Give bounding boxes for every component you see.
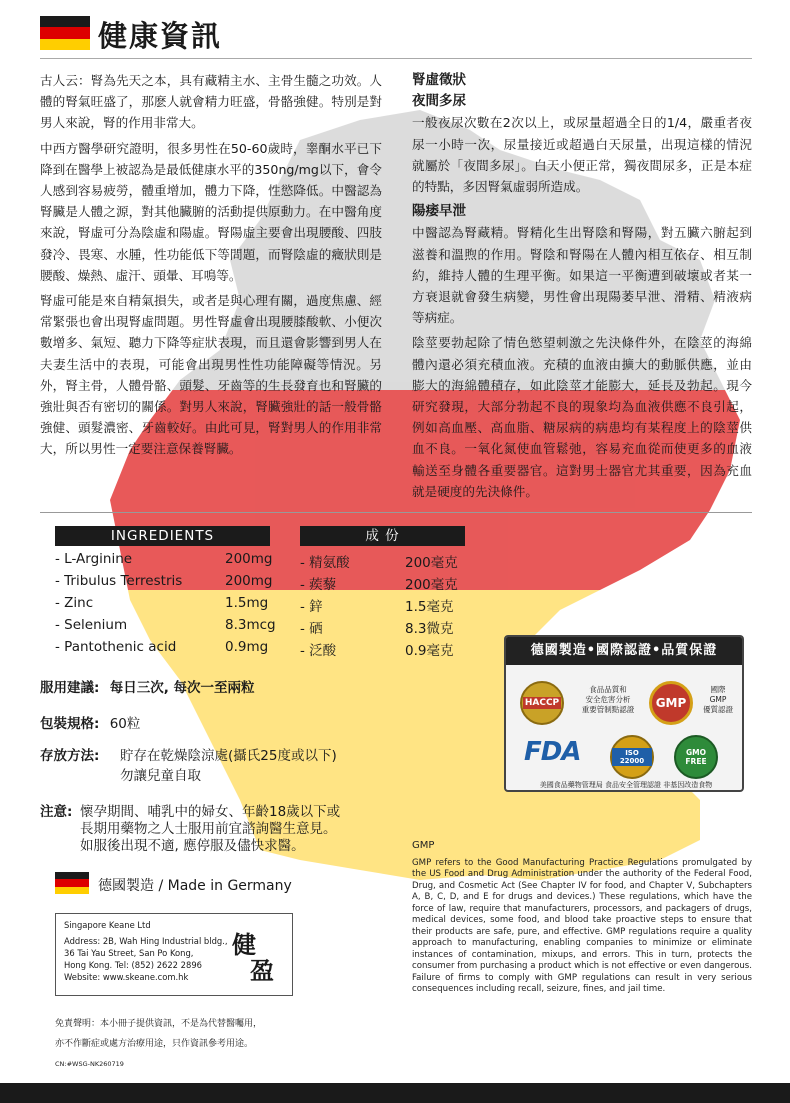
gmp-section	[412, 840, 752, 996]
footer-bar	[0, 1083, 790, 1103]
ingredient-row	[55, 551, 132, 567]
note-line-1: 懷孕期間、哺乳中的婦女、年齡18歲以下或	[80, 804, 341, 820]
gmp-text-3: 優質認證	[703, 705, 733, 714]
certification-captions: 美國食品藥物管理局 食品安全管理認證 非基因改造食物	[539, 781, 713, 789]
company-address-3: Hong Kong. Tel: (852) 2622 2896	[64, 960, 202, 970]
ingredient-name-zh: - 精氨酸	[300, 555, 350, 571]
storage-value-2: 勿讓兒童自取	[120, 768, 201, 784]
package-value: 60粒	[109, 716, 141, 732]
disclaimer-line-1: 免責聲明：本小冊子提供資訊，不是為代替醫囑用，	[55, 1019, 263, 1029]
company-address-2: 36 Tai Yau Street, San Po Kong,	[64, 948, 194, 958]
gmp-text	[696, 685, 740, 715]
ingredient-name-en: - L-Arginine	[55, 551, 133, 567]
storage-value-1: 貯存在乾燥陰涼處(攝氏25度或以下)	[120, 748, 337, 764]
ingredient-name-en: - Pantothenic acid	[55, 639, 177, 655]
german-flag-icon	[40, 16, 90, 50]
ingredient-name-zh: - 蒺藜	[300, 577, 337, 593]
gmp-heading: GMP	[412, 840, 435, 851]
ingredients-header-en: INGREDIENTS	[55, 526, 270, 546]
storage-line	[40, 744, 99, 764]
ingredient-amount-zh: 8.3微克	[405, 621, 454, 637]
ingredient-amount-zh: 200毫克	[405, 555, 458, 571]
ingredients-table	[55, 551, 475, 671]
haccp-text-1: 食品品質和	[589, 685, 627, 694]
ingredient-amount-zh: 1.5毫克	[405, 599, 454, 615]
company-name: Singapore Keane Ltd	[64, 920, 151, 930]
title-divider	[40, 58, 752, 59]
package-label: 包裝規格:	[40, 716, 100, 732]
company-website: Website: www.skeane.com.hk	[64, 972, 189, 982]
company-logo	[232, 932, 282, 988]
gmp-badge-icon	[649, 681, 693, 725]
ed-paragraph: 中醫認為腎藏精。腎精化生出腎陰和腎陽，對五臟六腑起到滋養和溫煦的作用。腎陰和腎陽在人體內相互依存、相互制約，維持人體的生理平衡。如果這一平衡遭到破壞或者某一方衰退就會發生病變，男性會出現陽萎早泄、滑精、精液病等病症。	[412, 225, 752, 326]
symptom-ed-heading: 陽痿早泄	[412, 203, 466, 220]
gmp-text: GMP refers to the Good Manufacturing Practice Regulations promulgated by the US Food and Drug Administration under the authority of the Federal Food, Drug, and Cosmetic Act (See Chapter IV for food, and Chapter V, Subchapters A, B, C, D, and E for drugs and devices.) These regulations, which have the force of law, require that manufacturers, processors, and packagers of drugs, medical devices, some food, and blood take proactive steps to ensure that their products are safe, pure, and effective. GMP regulations require a quality approach to manufacturing, enabling companies to minimize or eliminate instances of contamination, mixups, and errors. This in turn, protects the consumer from purchasing a product which is not effective or even dangerous. Failure of firms to comply with GMP regulations can result in very serious consequences including recall, seizure, fines, and jail time.	[412, 857, 752, 994]
ingredient-name-zh: - 泛酸	[300, 643, 337, 659]
gmp-text-1: 國際	[710, 685, 726, 694]
package-line	[40, 712, 140, 732]
paragraph-research: 中西方醫學研究證明，很多男性在50-60歲時，睾酮水平已下降到在醫學上被認為是最低健康水平的350ng/mg以下，會令人感到容易疲勞，體重增加，體力下降，性慾降低。中醫認為腎臟是人體之源，對其他臟腑的活動提供原動力。在中醫角度來說，腎虛可分為陰虛和陽虛。腎陽虛主要會出現腰酸、四肢發冷、畏寒、水腫，性功能低下等問題，而腎陰虛的癥狀則是腰酸、燥熱、虛汗、頭暈、耳鳴等。	[40, 140, 382, 283]
haccp-text-3: 重要管制點認證	[581, 705, 635, 714]
ingredient-amount-en: 200mg	[225, 551, 273, 567]
haccp-text	[568, 685, 648, 715]
note-line-3: 如服後出現不適, 應停服及儘快求醫。	[80, 838, 305, 854]
german-flag-small-icon	[55, 872, 89, 894]
dosage-label: 服用建議:	[40, 680, 100, 696]
left-column	[40, 70, 382, 464]
nocturia-paragraph: 一般夜尿次數在2次以上，或尿量超過全日的1/4，嚴重者夜尿一小時一次，尿量接近或超過白天尿量，出現這樣的情況就屬於「夜間多尿」。白天小便正常，獨夜間尿多，正是本症的特點，多因腎氣虛弱所造成。	[412, 115, 752, 195]
company-logo-char-1: 健	[232, 930, 256, 959]
gmp-text-2: GMP	[709, 695, 727, 704]
paragraph-deficiency: 腎虛可能是來自精氣損失，或者是與心理有關，過度焦慮、經常緊張也會出現腎虛問題。男性腎虛會出現腰膝酸軟、小便次數增多、氣短、聽力下降等症狀表現，而且還會影響到男人在夫妻生活中的表現，可能會出現男性性功能障礙等情況。另外，腎主骨，人體骨骼、頭髮、牙齒等的生長發育也和腎臟的強壯與否有密切的關係。對男人來說，腎臟強壯的話一般骨骼強健、頭髮濃密、牙齒較好。由此可見，腎對男人的作用非常大，所以男性一定要注意保養腎臟。	[40, 293, 382, 457]
ingredients-header-zh: 成 份	[300, 526, 465, 546]
disclaimer-line-2: 亦不作斷症或處方治療用途，只作資訊參考用途。	[55, 1039, 254, 1049]
company-address-1: Address: 2B, Wah Hing Industrial bldg.,	[64, 936, 228, 946]
ingredient-amount-en: 1.5mg	[225, 595, 269, 611]
haccp-text-2: 安全危害分析	[585, 695, 631, 704]
right-column	[412, 70, 752, 506]
iso-badge-icon	[610, 735, 654, 779]
certification-title: 德國製造•國際認證•品質保證	[506, 637, 742, 665]
ingredient-amount-zh: 200毫克	[405, 577, 458, 593]
made-in-germany: 德國製造 / Made in Germany	[98, 878, 292, 894]
iso-label: ISO 22000	[612, 748, 652, 766]
document-code: CN:#WSG-NK260719	[55, 1060, 124, 1068]
ingredient-amount-en: 200mg	[225, 573, 273, 589]
ingredient-amount-en: 8.3mcg	[225, 617, 276, 633]
gmp-label: GMP	[655, 696, 687, 710]
fda-logo-icon: FDA	[524, 737, 581, 767]
symptom-nocturia-heading: 夜間多尿	[412, 93, 466, 110]
section-divider	[40, 512, 752, 513]
certification-panel	[504, 635, 744, 792]
symptoms-heading: 腎虛徵狀	[412, 72, 466, 88]
haccp-label: HACCP	[524, 698, 560, 708]
ingredient-name-en: - Zinc	[55, 595, 94, 611]
paragraph-intro: 古人云：腎為先天之本，具有藏精主水、主骨生髓之功效。人體的腎氣旺盛了，那麽人就會精力旺盛，骨骼強健。特別是對男人來說，腎的作用非常大。	[40, 73, 382, 131]
page-title: 健康資訊	[98, 19, 223, 53]
dosage-line	[40, 676, 255, 696]
ingredient-name-en: - Selenium	[55, 617, 128, 633]
gmo-label: GMO FREE	[685, 748, 707, 766]
ingredient-name-zh: - 鋅	[300, 599, 323, 615]
erection-paragraph: 陰莖要勃起除了情色慾望刺激之先決條件外，在陰莖的海綿體內還必須充積血液。充積的血液由擴大的動脈供應，並由膨大的海綿體積存，如此陰莖才能膨大，延長及勃起。現今研究發現，大部分勃起不良的現象均為血液供應不良引起，例如高血壓、高血脂、糖尿病的病患均有某程度上的陰莖供血不良。一氧化氮使血管鬆弛，容易充血從而使更多的血液輸送至身體各重要器官。這對男士器官尤其重要，因為充血就是硬度的先決條件。	[412, 335, 752, 499]
haccp-badge-icon	[520, 681, 564, 725]
ingredient-amount-zh: 0.9毫克	[405, 643, 454, 659]
company-box	[55, 913, 293, 996]
ingredient-name-en: - Tribulus Terrestris	[55, 573, 183, 589]
company-logo-char-2: 盈	[250, 956, 274, 985]
note-label: 注意:	[40, 804, 73, 820]
storage-label: 存放方法:	[40, 748, 100, 764]
dosage-value: 每日三次, 每次一至兩粒	[109, 680, 255, 696]
note-line-2: 長期用藥物之人士服用前宜諮詢醫生意見。	[80, 821, 337, 837]
ingredient-name-zh: - 硒	[300, 621, 323, 637]
gmo-free-badge-icon	[674, 735, 718, 779]
ingredient-amount-en: 0.9mg	[225, 639, 269, 655]
